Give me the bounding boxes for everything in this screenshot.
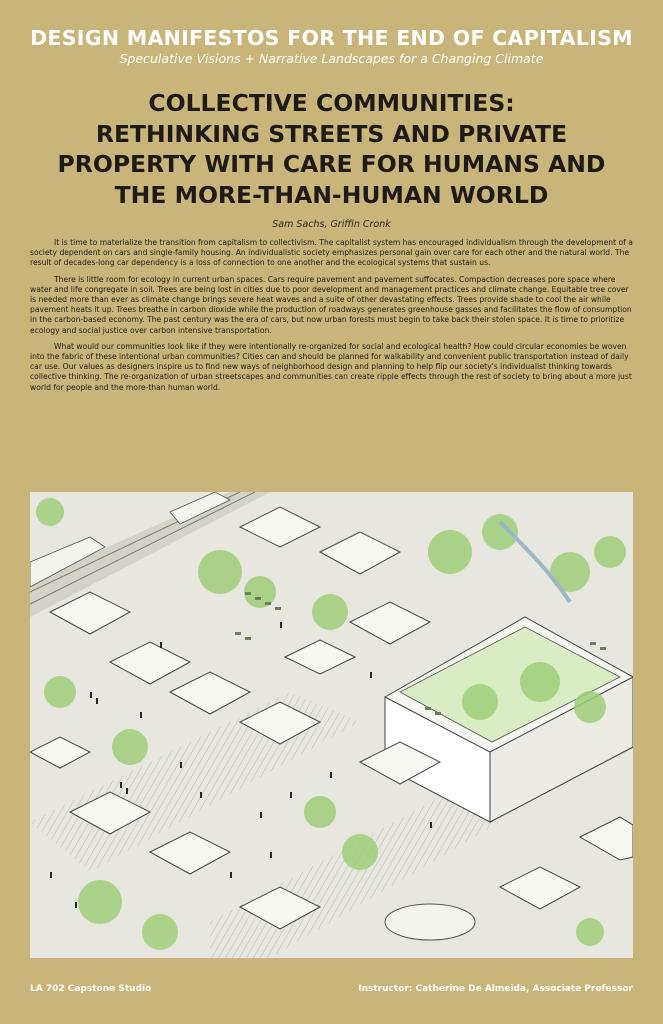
illustration-canvas	[30, 492, 633, 958]
paragraph: What would our communities look like if they were intentionally re-organized for social and ecological health? How could circular economies be woven into the fabric of these intentional urban communities? Cities can and should be planned for walkability and convenient public transportation instead of daily car use. Our values as designers inspire us to find new ways of neighborhood design and planning to help flip our society's individualist thinking towards collective thinking. The re-organization of urban streetscapes and communities can create ripple effects through the rest of society to bring about a more just world for people and the more-than human world.	[30, 341, 632, 392]
authors: Sam Sachs, Griffin Cronk	[272, 219, 391, 230]
instructor-label: Instructor: Catherine De Almeida, Associate Professor	[358, 984, 633, 994]
poster-series-title: DESIGN MANIFESTOS FOR THE END OF CAPITALISM	[30, 26, 633, 50]
title-line: COLLECTIVE COMMUNITIES:	[148, 89, 515, 117]
manifesto-text	[30, 238, 633, 399]
plaza	[385, 904, 475, 940]
title-line: PROPERTY WITH CARE FOR HUMANS AND	[57, 150, 606, 178]
course-label: LA 702 Capstone Studio	[30, 984, 152, 994]
title-line: THE MORE-THAN-HUMAN WORLD	[114, 180, 549, 209]
paragraph: It is time to materialize the transition from capitalism to collectivism. The capitalist system has encouraged individualism through the development of a society dependent on cars and single-family housing. An individualistic society emphasizes personal gain over care for each other and the natural world. The result of decades-long car dependency is a loss of connection to one another and the ecological systems that sustain us.	[30, 238, 633, 268]
title-line: RETHINKING STREETS AND PRIVATE	[95, 119, 568, 148]
axonometric-illustration	[30, 492, 633, 958]
paragraph: There is little room for ecology in current urban spaces. Cars require pavement and pavement suffocates. Compaction decreases pore space where water and life congregate in soil. Trees are being lost in cities due to poor development and management practices and climate change. Equitable tree cover is needed more than ever as climate change brings severe heat waves and a suite of other devastating effects. Trees provide shade to cool the air while pavement heats it up. Trees breathe in carbon dioxide while the production of roadways generates greenhouse gasses and facilitates the flow of consumption in the carbon-based economy. The past century was the era of cars, but now urban forests must begin to take back their stolen space. It is time to prioritize ecology and social justice over carbon intensive transportation.	[30, 274, 632, 335]
poster-series-subtitle: Speculative Visions + Narrative Landscapes for a Changing Climate	[119, 51, 544, 66]
page-title	[40, 88, 623, 210]
